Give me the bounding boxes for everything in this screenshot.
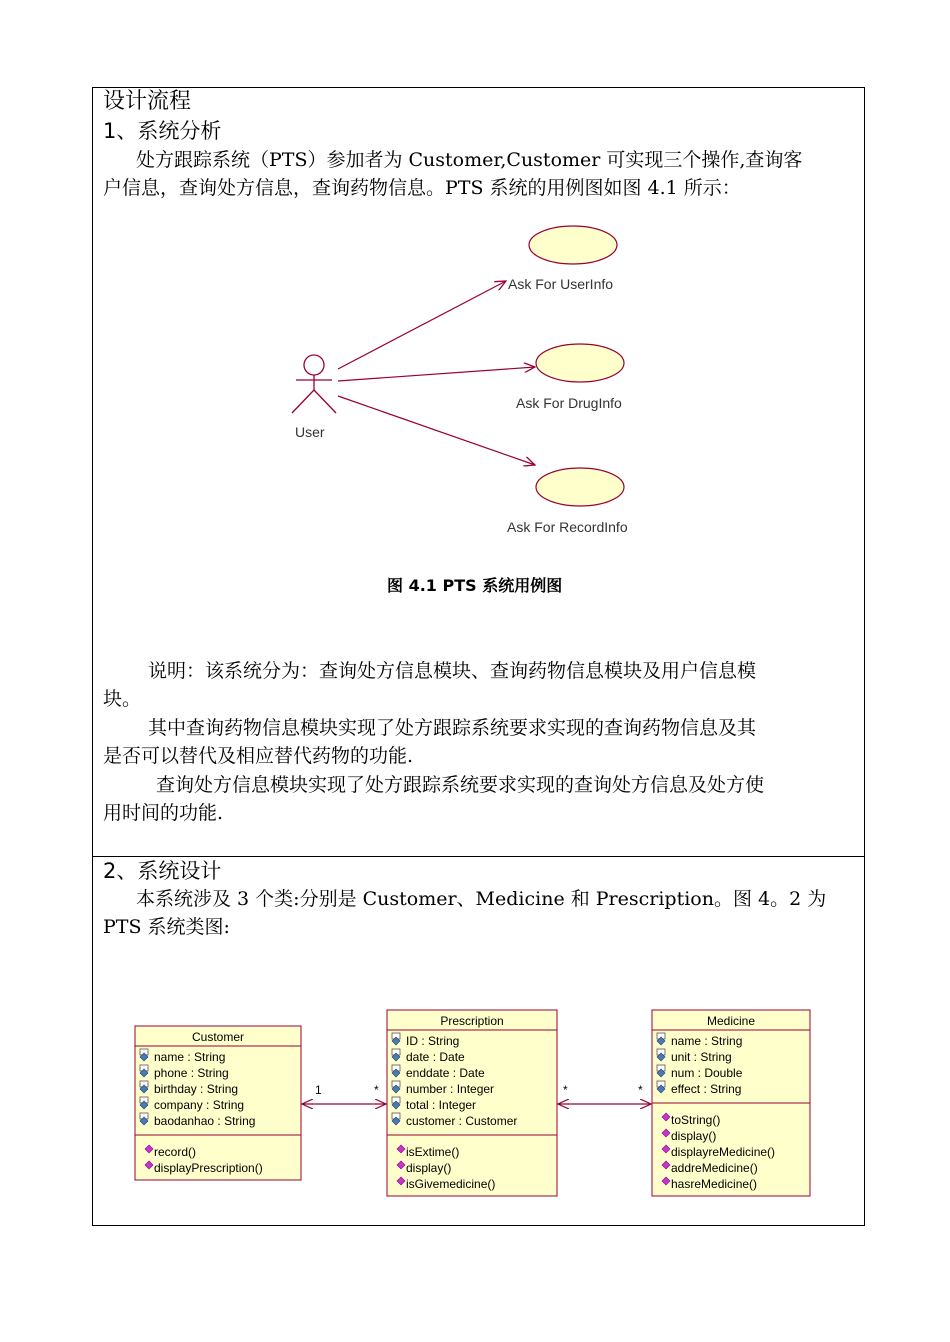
actor-user-figure [292,355,336,413]
assoc2-left-multiplicity: * [563,1083,568,1097]
medicine-attr: unit : String [671,1050,732,1064]
system-analysis-title: 1、系统分析 [103,119,222,143]
assoc2-right-multiplicity: * [638,1083,643,1097]
customer-op: record() [154,1145,197,1159]
design-paragraph-line2: PTS 系统类图: [103,916,230,938]
class-customer [135,1026,301,1180]
usecase-userinfo-ellipse [529,226,617,264]
assoc1-left-multiplicity: 1 [315,1083,322,1097]
medicine-attr: effect : String [671,1082,742,1096]
usecase-druginfo-label: Ask For DrugInfo [516,395,622,411]
usecase-recordinfo-ellipse [536,468,624,506]
customer-op: displayPrescription() [154,1161,263,1175]
prescription-attr: total : Integer [406,1098,477,1112]
usecase-caption: 图 4.1 PTS 系统用例图 [387,576,563,595]
system-design-title: 2、系统设计 [103,859,222,883]
usecase-druginfo-ellipse [536,344,624,382]
prescription-op: display() [406,1161,452,1175]
medicine-op: displayreMedicine() [671,1145,776,1159]
usecase-userinfo-label: Ask For UserInfo [508,276,614,292]
class-customer-name: Customer [191,1030,245,1044]
prescription-attr: ID : String [406,1034,460,1048]
prescription-attr: number : Integer [406,1082,495,1096]
medicine-op: addreMedicine() [671,1161,758,1175]
description-line2: 块。 [103,688,142,710]
design-paragraph-line1: 本系统涉及 3 个类:分别是 Customer、Medicine 和 Prescription。图 4。2 为 [136,888,827,910]
design-process-heading: 设计流程 [103,89,192,114]
prescription-attr: enddate : Date [406,1066,485,1080]
medicine-op: toString() [671,1113,721,1127]
usecase-recordinfo-label: Ask For RecordInfo [507,519,628,535]
customer-attr: birthday : String [154,1082,239,1096]
prescription-attr: date : Date [406,1050,465,1064]
prescription-op: isExtime() [406,1145,460,1159]
medicine-attr: num : Double [671,1066,743,1080]
actor-user-label: User [295,424,325,440]
analysis-paragraph-line1: 处方跟踪系统（PTS）参加者为 Customer,Customer 可实现三个操作,查询客 [136,149,803,171]
usecase-link-recordinfo [338,396,535,465]
drug-module-line2: 是否可以替代及相应替代药物的功能. [103,745,414,767]
customer-attr: baodanhao : String [154,1114,256,1128]
usecase-diagram [270,215,690,545]
description-line1: 说明：该系统分为：查询处方信息模块、查询药物信息模块及用户信息模 [148,660,757,682]
class-medicine-name: Medicine [706,1014,756,1028]
assoc1-right-multiplicity: * [374,1083,379,1097]
prescription-module-line2: 用时间的功能. [103,802,224,824]
class-diagram [130,1005,820,1205]
usecase-link-druginfo [338,367,535,381]
class-prescription-name: Prescription [440,1014,504,1028]
drug-module-line1: 其中查询药物信息模块实现了处方跟踪系统要求实现的查询药物信息及其 [148,717,757,739]
medicine-op: hasreMedicine() [671,1177,758,1191]
customer-attr: company : String [154,1098,245,1112]
prescription-attr: customer : Customer [406,1114,518,1128]
prescription-op: isGivemedicine() [406,1177,496,1191]
class-medicine [652,1010,810,1196]
customer-attr: name : String [154,1050,226,1064]
customer-attr: phone : String [154,1066,229,1080]
usecase-link-userinfo [338,281,506,369]
analysis-paragraph-line2: 户信息，查询处方信息，查询药物信息。PTS 系统的用例图如图 4.1 所示： [103,177,741,199]
medicine-attr: name : String [671,1034,743,1048]
prescription-module-line1: 查询处方信息模块实现了处方跟踪系统要求实现的查询处方信息及处方使 [156,774,765,796]
class-prescription [387,1010,557,1196]
medicine-op: display() [671,1129,717,1143]
